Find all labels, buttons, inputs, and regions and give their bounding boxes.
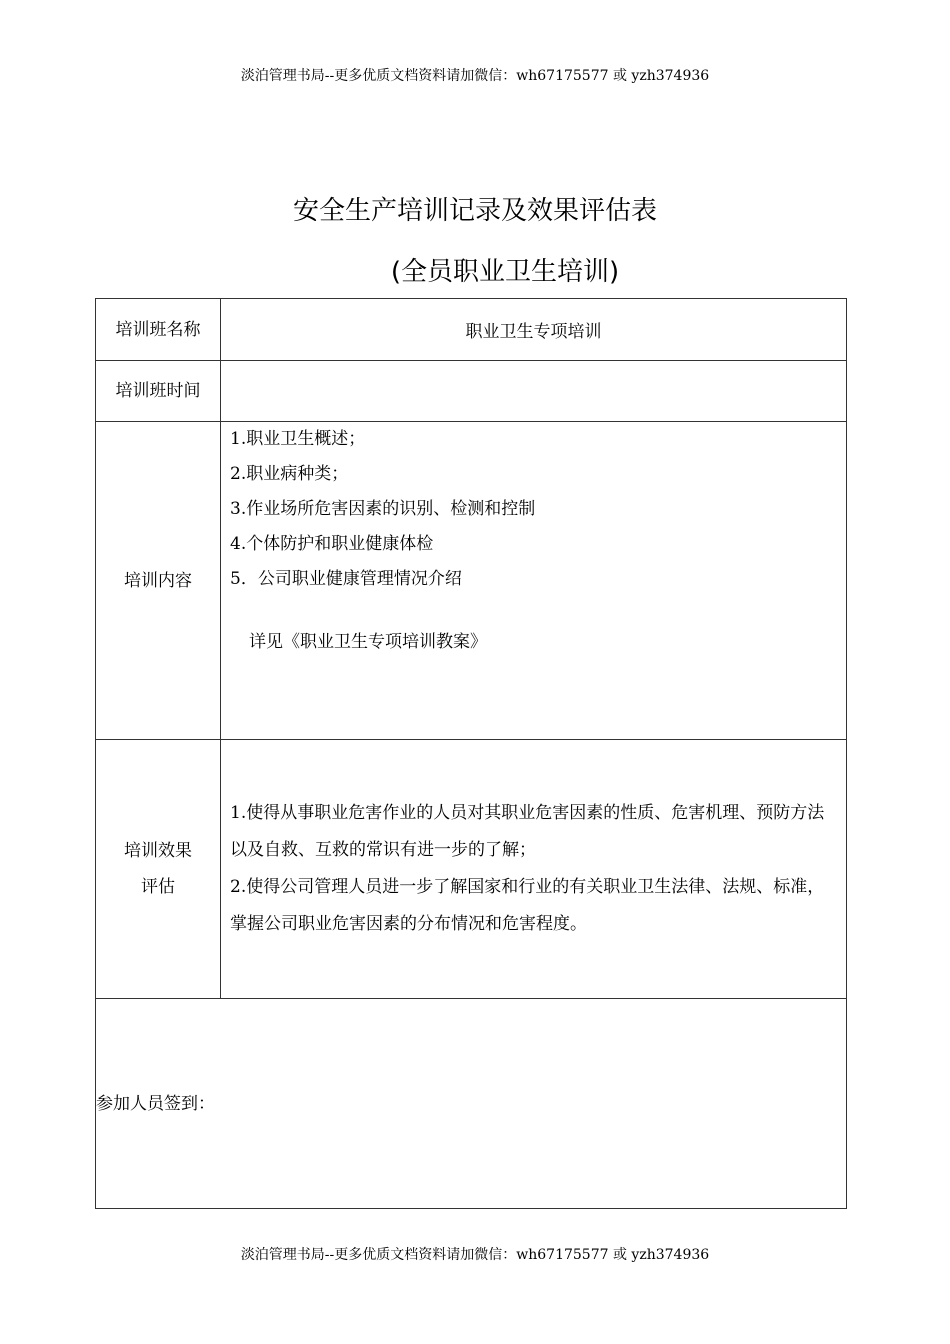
list-item: 2.职业病种类； [230, 464, 349, 484]
class-name-value: 职业卫生专项培训 [221, 299, 847, 361]
list-item: 1.职业卫生概述； [230, 429, 366, 449]
effect-text-2: 2.使得公司管理人员进一步了解国家和行业的有关职业卫生法律、法规、标准，掌握公司职业危害因素的分布情况和危害程度。 [230, 877, 825, 934]
effect-label-line1: 培训效果 [124, 841, 192, 861]
content-note: 详见《职业卫生专项培训教案》 [249, 632, 487, 652]
footer-watermark: 淡泊管理书局--更多优质文档资料请加微信：wh67175577 或 yzh374936 [240, 1247, 710, 1263]
effect-row [96, 740, 847, 999]
class-time-row [96, 361, 847, 422]
list-item: 3.作业场所危害因素的识别、检测和控制 [230, 499, 536, 519]
class-name-row [96, 299, 847, 361]
content-row [96, 422, 847, 740]
document-title: 安全生产培训记录及效果评估表 [292, 196, 657, 226]
class-name-label: 培训班名称 [96, 299, 221, 361]
effect-cell [221, 740, 847, 999]
effect-text-1: 1.使得从事职业危害作业的人员对其职业危害因素的性质、危害机理、预防方法以及自救、互救的常识有进一步的了解； [230, 803, 825, 860]
training-record-table [95, 298, 847, 1209]
effect-label-line2: 评估 [141, 877, 175, 897]
signature-cell [96, 999, 847, 1209]
document-subtitle: (全员职业卫生培训) [390, 257, 620, 287]
content-cell [221, 422, 847, 740]
class-time-value [221, 361, 847, 422]
signature-label: 参加人员签到： [96, 1093, 215, 1114]
effect-label [96, 740, 221, 999]
header-watermark: 淡泊管理书局--更多优质文档资料请加微信：wh67175577 或 yzh374936 [240, 68, 710, 84]
list-item: 4.个体防护和职业健康体检 [230, 534, 434, 554]
class-time-label: 培训班时间 [96, 361, 221, 422]
content-list [221, 422, 846, 597]
content-label: 培训内容 [96, 422, 221, 740]
signature-row [96, 999, 847, 1209]
list-item: 5．公司职业健康管理情况介绍 [230, 569, 462, 589]
